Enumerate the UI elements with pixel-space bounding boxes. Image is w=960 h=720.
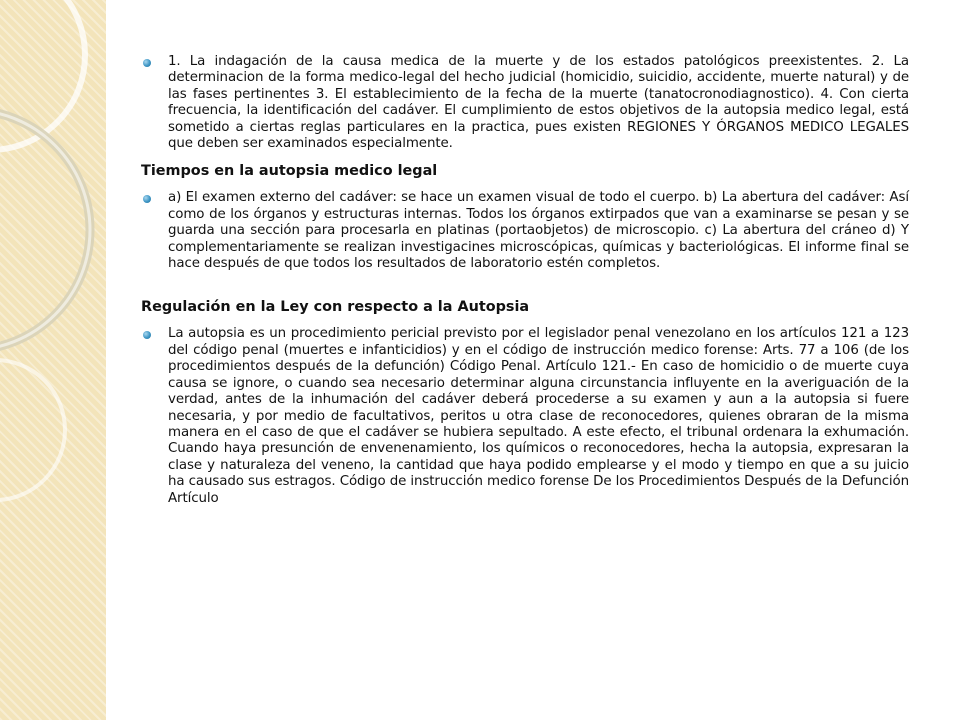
bullet-paragraph-objectives [141, 54, 909, 152]
paragraph-text: La autopsia es un procedimiento pericial previsto por el legislador penal venezolano en los artículos 121 a 123 del código penal (muertes e infanticidios) y en el código de instrucción medico forense: Arts. 77 a 106 (de los procedimientos después de la defunción) Código Penal. Artículo 121.- En caso de homicidio o de muerte cuya causa se ignore, o cuando sea necesario determinar alguna circunstancia influyente en la averiguación de la verdad, antes de la inhumación del cadáver deberá procederse a su examen y aun a la autopsia si fuere necesaria, y por medio de facultativos, peritos u otra clase de reconocedores, quienes obraran de la misma manera en el caso de que el cadáver se hubiera sepultado. A este efecto, el tribunal ordenara la exhumación. Cuando haya presunción de envenenamiento, los químicos o reconocedores, hecha la autopsia, expresaran la clase y naturaleza del veneno, la cantidad que haya podido emplearse y el modo y tiempo en que a su juicio ha causado sus estragos. Código de instrucción medico forense De los Procedimientos Después de la Defunción Artículo [168, 326, 909, 506]
decorative-rings [0, 0, 106, 720]
bullet-dot-icon [143, 331, 151, 339]
decorative-side-band [0, 0, 106, 720]
slide-content [141, 54, 909, 507]
bullet-dot-icon [143, 59, 151, 67]
section-heading-regulacion: Regulación en la Ley con respecto a la Autopsia [141, 299, 530, 316]
paragraph-text: a) El examen externo del cadáver: se hace un examen visual de todo el cuerpo. b) La abertura del cadáver: Así como de los órganos y estructuras internas. Todos los órganos extirpados que van a examinarse se pesan y se guarda una sección para procesarla en platinas (portaobjetos) de microscopio. c) La abertura del cráneo d) Y complementariamente se realizan investigacines microscópicas, químicas y bacteriológicas. El informe final se hace después de que todos los resultados de laboratorio estén completos. [168, 190, 909, 272]
paragraph-text: 1. La indagación de la causa medica de la muerte y de los estados patológicos preexistentes. 2. La determinacion de la forma medico-legal del hecho judicial (homicidio, suicidio, accidente, muerte natural) y de las fases pertinentes 3. El establecimiento de la fecha de la muerte (tanatocronodiagnostico). 4. Con cierta frecuencia, la identificación del cadáver. El cumplimiento de estos objetivos de la autopsia medico legal, está sometido a ciertas reglas particulares en la practica, pues existen REGIONES Y ÓRGANOS MEDICO LEGALES que deben ser examinados especialmente. [168, 54, 909, 152]
bullet-paragraph-tiempos [141, 190, 909, 272]
bullet-dot-icon [143, 195, 151, 203]
section-heading-tiempos: Tiempos en la autopsia medico legal [141, 163, 438, 180]
bullet-paragraph-regulacion [141, 326, 909, 506]
